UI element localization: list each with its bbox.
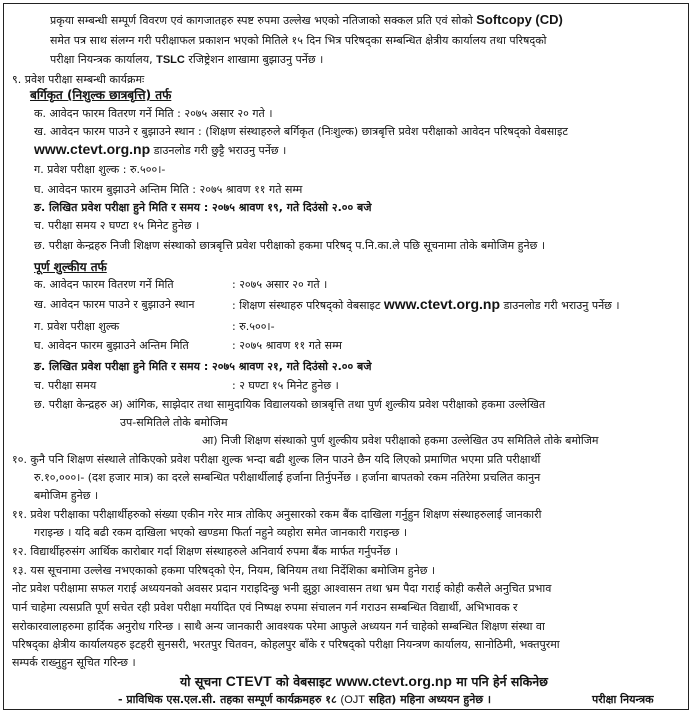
note-line-5: सम्पर्क राख्नुहुन सूचित गरिन्छ । <box>12 656 136 669</box>
item-text: : शिक्षण संस्थाहरु परिषद्को वेबसाइट <box>232 299 381 312</box>
scholarship-item-chha: छ. परीक्षा केन्द्रहरु निजी शिक्षण संस्थाको छात्रबृत्ति प्रवेश परीक्षाको हकमा परिषद् प.नि.का.ले पछि सूचनामा तोके बमोजिम हुनेछ । <box>34 239 545 252</box>
full-item-ka-value: : २०७५ असार २० गते । <box>232 278 328 291</box>
point-10-line-3: बमोजिम हुनेछ । <box>34 489 99 502</box>
full-item-chha: छ. परीक्षा केन्द्रहरु अ) आंगिक, साझेदार तथा सामुदायिक विद्यालयको छात्रबृत्ति तथा पुर्ण शुल्कीय प्रवेश परीक्षाको हकमा उल्लेखित <box>34 398 546 411</box>
scholarship-item-ga: ग. प्रवेश परीक्षा शुल्क : रु.५००।- <box>34 163 166 176</box>
notice-text: यो सूचना <box>180 674 222 689</box>
ctevt-label: CTEVT <box>225 673 272 689</box>
note-line-4: परिषद्का क्षेत्रीय कार्यालयहरु इटहरी सुनसरी, भरतपुर चितवन, कोहलपुर बाँके र परिषद्को परीक्षा नियन्त्रण कार्यालय, सानोठिमी, भक्तपुरमा <box>12 638 560 651</box>
point-11-line-1: ११. प्रवेश परीक्षाका परीक्षार्थीहरुको संख्या एकीन गरेर मात्र तोकिए अनुसारको रकम बैंक दाखिला गर्नुहुन शिक्षण संस्थाहरुलाई जानकारी <box>12 508 542 521</box>
item-text: डाउनलोड गरी भराउनु पर्नेछ । <box>503 299 620 312</box>
scholarship-heading: बर्गिकृत (निशुल्क छात्रबृत्ति) तर्फ <box>30 88 172 102</box>
website-link[interactable]: www.ctevt.org.np <box>34 141 151 157</box>
section-9-title: ९. प्रवेश परीक्षा सम्बन्धी कार्यक्रमः <box>12 73 145 86</box>
signature-exam-controller: परीक्षा नियन्त्रक <box>592 693 654 706</box>
full-item-chha-cont: उप-समितिले तोके बमोजिम <box>120 416 228 429</box>
full-item-ka-label: क. आवेदन फारम वितरण गर्ने मिति <box>34 278 174 291</box>
full-item-ga-value: : रु.५००।- <box>232 320 275 333</box>
intro-line-3 <box>50 52 323 68</box>
notice-text: - प्राविधिक एस.एल.सी. तहका सम्पूर्ण कार्यक्रमहरु १८ <box>118 693 337 706</box>
intro-text: रजिष्ट्रेशन शाखामा बुझाउनु पर्नेछ । <box>188 53 324 66</box>
full-item-kha-value <box>232 297 620 313</box>
notice-text: सहित) महिना अध्ययन हुनेछ । <box>368 693 492 706</box>
point-11-line-2: गराइन्छ । यदि बढी रकम दाखिला भएको खण्डमा फिर्ता नहुने व्यहोरा समेत जानकारी गराइन्छ । <box>34 526 408 539</box>
point-12: १२. विद्यार्थीहरुसंग आर्थिक कारोबार गर्दा शिक्षण संस्थाहरुले अनिवार्य रुपमा बैंक मार्फत गर्नुपर्नेछ । <box>12 545 399 558</box>
intro-text: प्रकृया सम्बन्धी सम्पूर्ण विवरण एवं कागजातहरु स्पष्ट रुपमा उल्लेख भएको नतिजाको सक्कल प्रति एवं सोको <box>50 14 473 27</box>
intro-text: परीक्षा नियन्त्रक कार्यालय, <box>50 53 153 66</box>
note-line-3: सरोकारवालाहरुमा हार्दिक अनुरोध गरिन्छ । साथै अन्य जानकारी आवश्यक परेमा आफुले अध्ययन गर्न चाहेको सम्बन्धित शिक्षण संस्था वा <box>12 620 545 633</box>
full-item-cha-value: : २ घण्टा १५ मिनेट हुनेछ । <box>232 379 339 392</box>
website-link[interactable]: www.ctevt.org.np <box>335 673 452 689</box>
duration-notice <box>118 692 491 708</box>
notice-text: मा पनि हेर्न सकिनेछ <box>456 674 548 689</box>
softcopy-label: Softcopy (CD) <box>476 12 563 27</box>
scholarship-item-gha: घ. आवेदन फारम बुझाउने अन्तिम मिति : २०७५ श्रावण ११ गते सम्म <box>34 183 303 196</box>
intro-line-1 <box>50 12 563 28</box>
full-item-cha-label: च. परीक्षा समय <box>34 379 97 392</box>
point-10-line-1: १०. कुनै पनि शिक्षण संस्थाले तोकिएको प्रवेश परीक्षा शुल्क भन्दा बढी शुल्क लिन पाउने छैन यदि लिएको प्रमाणित भएमा प्रति परीक्षार्थी <box>12 453 541 466</box>
note-line-1: नोट प्रवेश परीक्षामा सफल गराई अध्ययनको अवसर प्रदान गराइदिन्छु भनी झुठ्ठा आश्वासन तथा भ्रम पैदा गराई कोही कसैले अनुचित प्रभाव <box>12 582 552 595</box>
scholarship-item-kha-cont <box>34 142 286 158</box>
full-item-kha-label: ख. आवेदन फारम पाउने र बुझाउने स्थान <box>34 298 195 311</box>
scholarship-item-cha: च. परीक्षा समय २ घण्टा १५ मिनेट हुनेछ । <box>34 219 200 232</box>
full-item-gha-label: घ. आवेदन फारम बुझाउने अन्तिम मिति <box>34 339 189 352</box>
intro-line-2: समेत पत्र साथ संलग्न गरी परीक्षाफल प्रकाशन भएको मितिले १५ दिन भित्र परिषद्का सम्बन्धित क्षेत्रीय कार्यालय तथा परिषद्को <box>50 34 547 47</box>
full-item-chha-sub: आ) निजी शिक्षण संस्थाको पुर्ण शुल्कीय प्रवेश परीक्षाको हकमा उल्लेखित उप समितिले तोके बमोजिम <box>202 434 599 447</box>
point-13: १३. यस सूचनामा उल्लेख नभएकाको हकमा परिषद्को ऐन, नियम, बिनियम तथा निर्देशिका बमोजिम हुनेछ । <box>12 564 436 577</box>
tslc-label: TSLC <box>156 54 185 66</box>
full-item-ga-label: ग. प्रवेश परीक्षा शुल्क <box>34 320 120 333</box>
full-item-nga: ङ. लिखित प्रवेश परीक्षा हुने मिति र समय : २०७५ श्रावण २१, गते दिउंसो २.०० बजे <box>34 360 372 373</box>
full-fee-heading: पूर्ण शुल्कीय तर्फ <box>34 260 107 274</box>
notice-text: को वेबसाइट <box>276 674 332 689</box>
notice-page <box>3 3 689 710</box>
scholarship-item-kha: ख. आवेदन फारम पाउने र बुझाउने स्थान : (शिक्षण संस्थाहरुले बर्गिकृत (निःशुल्क) छात्रबृत्ति प्रवेश परीक्षाको आवेदन परिषद्को वेबसाइट <box>34 125 568 138</box>
scholarship-item-ka: क. आवेदन फारम वितरण गर्ने मिति : २०७५ असार २० गते । <box>34 107 273 120</box>
item-text: डाउनलोड गरी छुट्टै भराउनु पर्नेछ । <box>153 144 287 157</box>
website-link[interactable]: www.ctevt.org.np <box>383 296 501 312</box>
website-notice <box>180 674 548 689</box>
ojt-label: (OJT <box>340 694 365 706</box>
point-10-line-2: रु.१०,०००।- (दश हजार मात्र) का दरले सम्बन्धित परीक्षार्थीलाई हर्जाना तिर्नुपर्नेछ । हर्जाना बापतको रकम नतिरेमा प्रचलित कानुन <box>34 471 541 484</box>
full-item-gha-value: : २०७५ श्रावण ११ गते सम्म <box>232 339 342 352</box>
scholarship-item-nga: ङ. लिखित प्रवेश परीक्षा हुने मिति र समय : २०७५ श्रावण १९, गते दिउंसो २.०० बजे <box>34 201 372 214</box>
note-line-2: पार्न चाहेमा त्यसप्रति पूर्ण सचेत रही प्रवेश परीक्षा मर्यादित एवं निष्पक्ष रुपमा संचालन गर्न गराउन सम्बन्धित विद्यार्थी, अभिभावक र <box>12 601 518 614</box>
